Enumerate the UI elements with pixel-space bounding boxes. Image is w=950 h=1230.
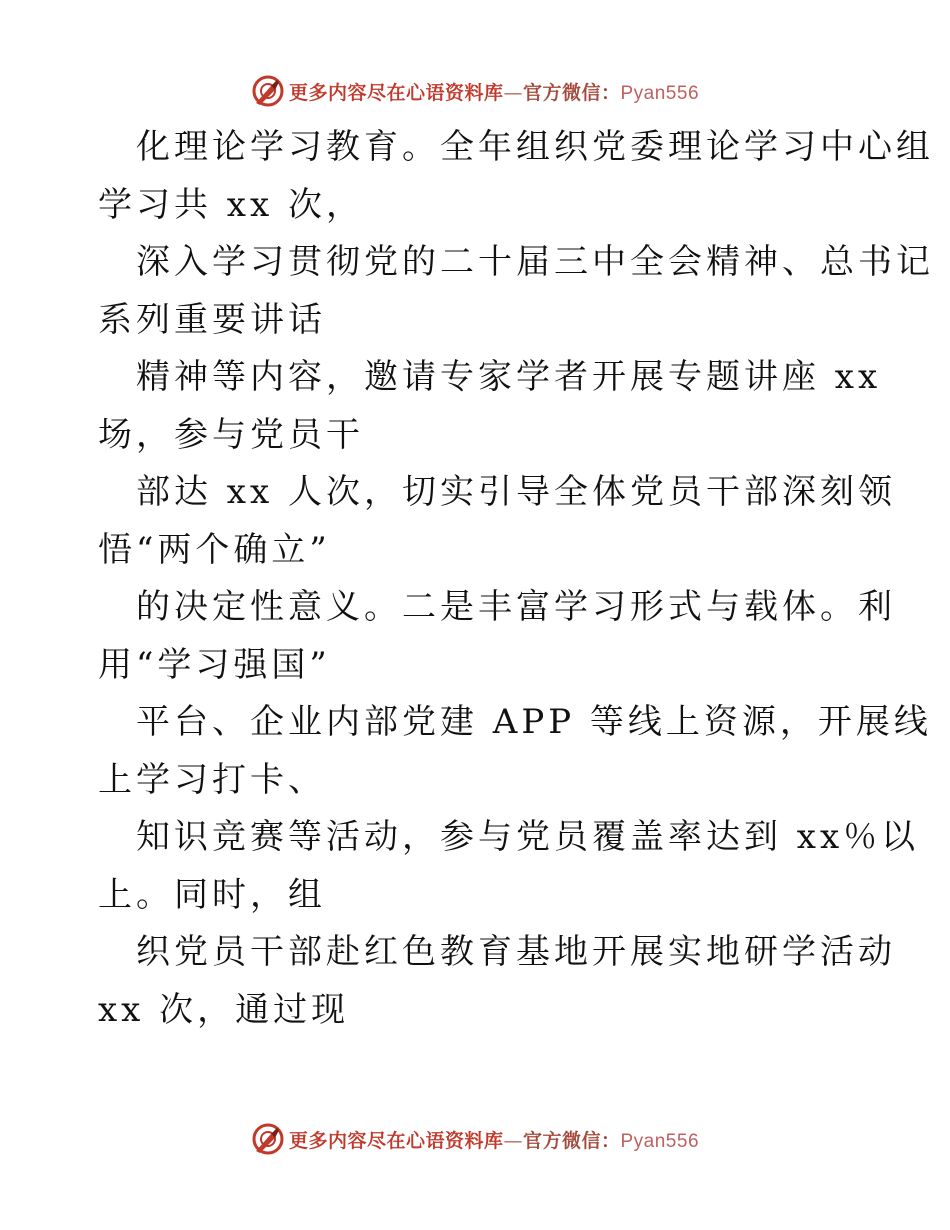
body-line: 深入学习贯彻党的二十届三中全会精神、总书记 bbox=[136, 242, 934, 282]
body-line: 上。同时，组 bbox=[98, 874, 326, 915]
pen-logo-icon bbox=[251, 74, 285, 108]
body-line: 知识竞赛等活动，参与党员覆盖率达到 xx％以 bbox=[136, 817, 920, 857]
header-banner-main: 更多内容尽在心语资料库 bbox=[288, 81, 504, 104]
header-banner-text bbox=[289, 78, 699, 105]
body-line: 部达 xx 人次，切实引导全体党员干部深刻领 bbox=[136, 472, 896, 512]
header-banner bbox=[0, 71, 950, 111]
body-line: 悟“两个确立” bbox=[98, 529, 331, 570]
body-line: 化理论学习教育。全年组织党委理论学习中心组 bbox=[136, 127, 934, 167]
header-wechat-id: Pyan556 bbox=[620, 82, 700, 104]
body-line: 的决定性意义。二是丰富学习形式与载体。利 bbox=[136, 587, 896, 627]
body-line: 用“学习强国” bbox=[98, 644, 331, 685]
body-line: 系列重要讲话 bbox=[98, 299, 326, 340]
body-line: 织党员干部赴红色教育基地开展实地研学活动 bbox=[136, 932, 896, 972]
body-line: 上学习打卡、 bbox=[98, 759, 326, 800]
body-line: 场，参与党员干 bbox=[98, 414, 364, 455]
body-line: xx 次，通过现 bbox=[98, 989, 350, 1030]
header-wechat-label: 官方微信： bbox=[522, 81, 621, 104]
body-line: 平台、企业内部党建 APP 等线上资源，开展线 bbox=[136, 702, 932, 742]
pen-logo-icon bbox=[251, 1122, 285, 1156]
footer-wechat-id: Pyan556 bbox=[620, 1130, 700, 1152]
footer-wechat-label: 官方微信： bbox=[522, 1129, 621, 1152]
footer-banner-text bbox=[289, 1126, 699, 1153]
body-line: 精神等内容，邀请专家学者开展专题讲座 xx bbox=[136, 357, 882, 397]
footer-banner bbox=[0, 1119, 950, 1159]
body-line: 学习共 xx 次， bbox=[98, 184, 364, 225]
document-body bbox=[98, 119, 934, 1039]
footer-banner-main: 更多内容尽在心语资料库 bbox=[288, 1129, 504, 1152]
header-banner-dash: — bbox=[503, 81, 523, 104]
footer-banner-dash: — bbox=[503, 1129, 523, 1152]
